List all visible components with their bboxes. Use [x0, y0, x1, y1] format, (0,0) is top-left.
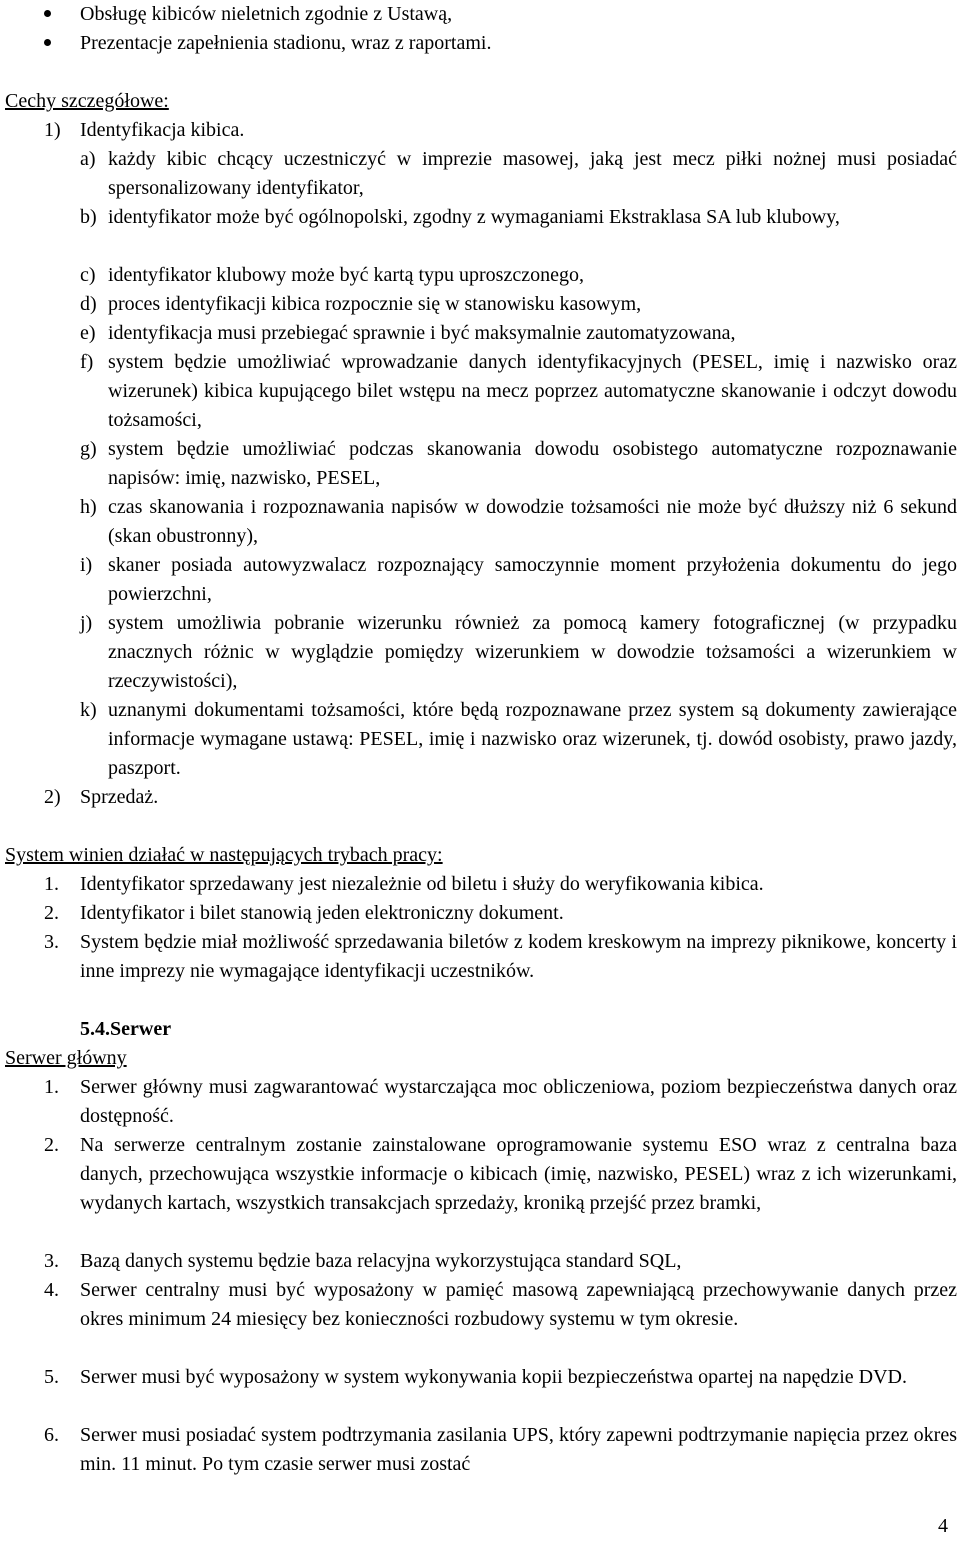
list-item-text: identyfikator klubowy może być kartą typu uproszczonego, — [108, 264, 584, 286]
server-item-marker: 6. — [44, 1424, 59, 1446]
mode-item — [44, 899, 957, 928]
list-item-text: proces identyfikacji kibica rozpocznie się w stanowisku kasowym, — [108, 293, 642, 315]
list-item-marker: h) — [80, 496, 97, 518]
server-heading: Serwer główny — [5, 1047, 127, 1069]
list-item-marker: d) — [80, 293, 97, 315]
server-item — [44, 1247, 957, 1276]
section-1-title: Identyfikacja kibica. — [80, 119, 245, 141]
list-item-marker: j) — [80, 612, 93, 634]
modes-heading: System winien działać w następujących trybach pracy: — [5, 844, 443, 866]
list-item — [80, 145, 957, 203]
list-item — [80, 493, 957, 551]
server-item — [44, 1421, 957, 1479]
mode-item-text: Identyfikator sprzedawany jest niezależnie od biletu i służy do weryfikowania kibica. — [80, 873, 764, 895]
list-item-text: system będzie umożliwiać wprowadzanie danych identyfikacyjnych (PESEL, imię i nazwisko oraz wizerunek) kibica kupującego bilet wstępu na mecz poprzez automatyczne skanowanie i odczyt dowodu tożsamości, — [108, 351, 957, 431]
section-2-title: Sprzedaż. — [80, 786, 159, 808]
mode-item-marker: 3. — [44, 931, 59, 953]
list-item — [80, 348, 957, 435]
list-item-marker: k) — [80, 699, 97, 721]
section-5-4-heading: 5.4.Serwer — [80, 1018, 172, 1040]
mode-item — [44, 870, 957, 899]
mode-item-marker: 2. — [44, 902, 59, 924]
server-item-text: Serwer centralny musi być wyposażony w pamięć masową zapewniającą przechowywanie danych przez okres minimum 24 miesięcy bez konieczności rozbudowy systemu w tym okresie. — [80, 1279, 957, 1330]
server-item — [44, 1131, 957, 1218]
server-item — [44, 1363, 957, 1392]
details-heading: Cechy szczegółowe: — [5, 90, 169, 112]
list-item — [80, 435, 957, 493]
list-item-text: identyfikacja musi przebiegać sprawnie i być maksymalnie zautomatyzowana, — [108, 322, 736, 344]
list-item-marker: i) — [80, 554, 93, 576]
server-item — [44, 1276, 957, 1334]
server-item-text: Na serwerze centralnym zostanie zainstalowane oprogramowanie systemu ESO wraz z centralna baza danych, przechowująca wszystkie informacje o kibicach (imię, nazwisko, PESEL) wraz z ich wizerunkami, wydanych kartach, wszystkich transakcjach sprzedaży, kroniką przejść przez bramki, — [80, 1134, 957, 1214]
mode-item — [44, 928, 957, 986]
mode-item-marker: 1. — [44, 873, 59, 895]
list-item-text: system będzie umożliwiać podczas skanowania dowodu osobistego automatyczne rozpoznawanie napisów: imię, nazwisko, PESEL, — [108, 438, 957, 489]
list-item-marker: e) — [80, 322, 96, 344]
list-item — [80, 319, 957, 348]
list-item-text: każdy kibic chcący uczestniczyć w imprezie masowej, jaką jest mecz piłki nożnej musi posiadać spersonalizowany identyfikator, — [108, 148, 957, 199]
list-item-marker: a) — [80, 148, 96, 170]
server-item-marker: 1. — [44, 1076, 59, 1098]
mode-item-text: System będzie miał możliwość sprzedawania biletów z kodem kreskowym na imprezy piknikowe, koncerty i inne imprezy nie wymagające identyfikacji uczestników. — [80, 931, 957, 982]
list-item — [80, 551, 957, 609]
server-item-text: Serwer główny musi zagwarantować wystarczająca moc obliczeniowa, poziom bezpieczeństwa danych oraz dostępność. — [80, 1076, 957, 1127]
server-item-text: Serwer musi być wyposażony w system wykonywania kopii bezpieczeństwa opartej na napędzie DVD. — [80, 1366, 907, 1388]
list-item — [80, 290, 957, 319]
list-item — [80, 203, 957, 232]
bullet-item: Obsługę kibiców nieletnich zgodnie z Ustawą, — [80, 3, 453, 25]
server-item-marker: 3. — [44, 1250, 59, 1272]
list-item-marker: b) — [80, 206, 97, 228]
section-1-heading — [44, 116, 680, 145]
list-item-marker: f) — [80, 351, 94, 373]
mode-item-text: Identyfikator i bilet stanowią jeden elektroniczny dokument. — [80, 902, 564, 924]
server-item-marker: 4. — [44, 1279, 59, 1301]
section-2-marker: 2) — [44, 786, 61, 808]
list-item — [80, 609, 957, 696]
server-item — [44, 1073, 957, 1131]
server-item-text: Bazą danych systemu będzie baza relacyjna wykorzystująca standard SQL, — [80, 1250, 682, 1272]
server-item-text: Serwer musi posiadać system podtrzymania zasilania UPS, który zapewni podtrzymanie napięcia przez okres min. 11 minut. Po tym czasie serwer musi zostać — [80, 1424, 957, 1475]
bullet-item: Prezentacje zapełnienia stadionu, wraz z raportami. — [80, 32, 492, 54]
list-item — [80, 696, 957, 783]
list-item-text: uznanymi dokumentami tożsamości, które będą rozpoznawane przez system są dokumenty zawierające informacje wymagane ustawą: PESEL, imię i nazwisko oraz wizerunek, tj. dowód osobisty, prawo jazdy, paszport. — [108, 699, 957, 779]
bullet-dot-icon — [44, 39, 51, 46]
server-item-marker: 2. — [44, 1134, 59, 1156]
list-item-marker: c) — [80, 264, 96, 286]
section-1-marker: 1) — [44, 119, 61, 141]
list-item-text: skaner posiada autowyzwalacz rozpoznający samoczynnie moment przyłożenia dokumentu do jego powierzchni, — [108, 554, 957, 605]
list-item-text: system umożliwia pobranie wizerunku również za pomocą kamery fotograficznej (w przypadku znacznych różnic w wyglądzie pomiędzy wizerunkiem w dowodzie tożsamości a wizerunkiem w rzeczywistości), — [108, 612, 957, 692]
section-2-heading — [44, 783, 680, 812]
server-item-marker: 5. — [44, 1366, 59, 1388]
page-number: 4 — [938, 1515, 948, 1537]
bullet-dot-icon — [44, 10, 51, 17]
list-item — [80, 261, 957, 290]
list-item-text: identyfikator może być ogólnopolski, zgodny z wymaganiami Ekstraklasa SA lub klubowy, — [108, 206, 840, 228]
list-item-marker: g) — [80, 438, 97, 460]
list-item-text: czas skanowania i rozpoznawania napisów w dowodzie tożsamości nie może być dłuższy niż 6 sekund (skan obustronny), — [108, 496, 957, 547]
